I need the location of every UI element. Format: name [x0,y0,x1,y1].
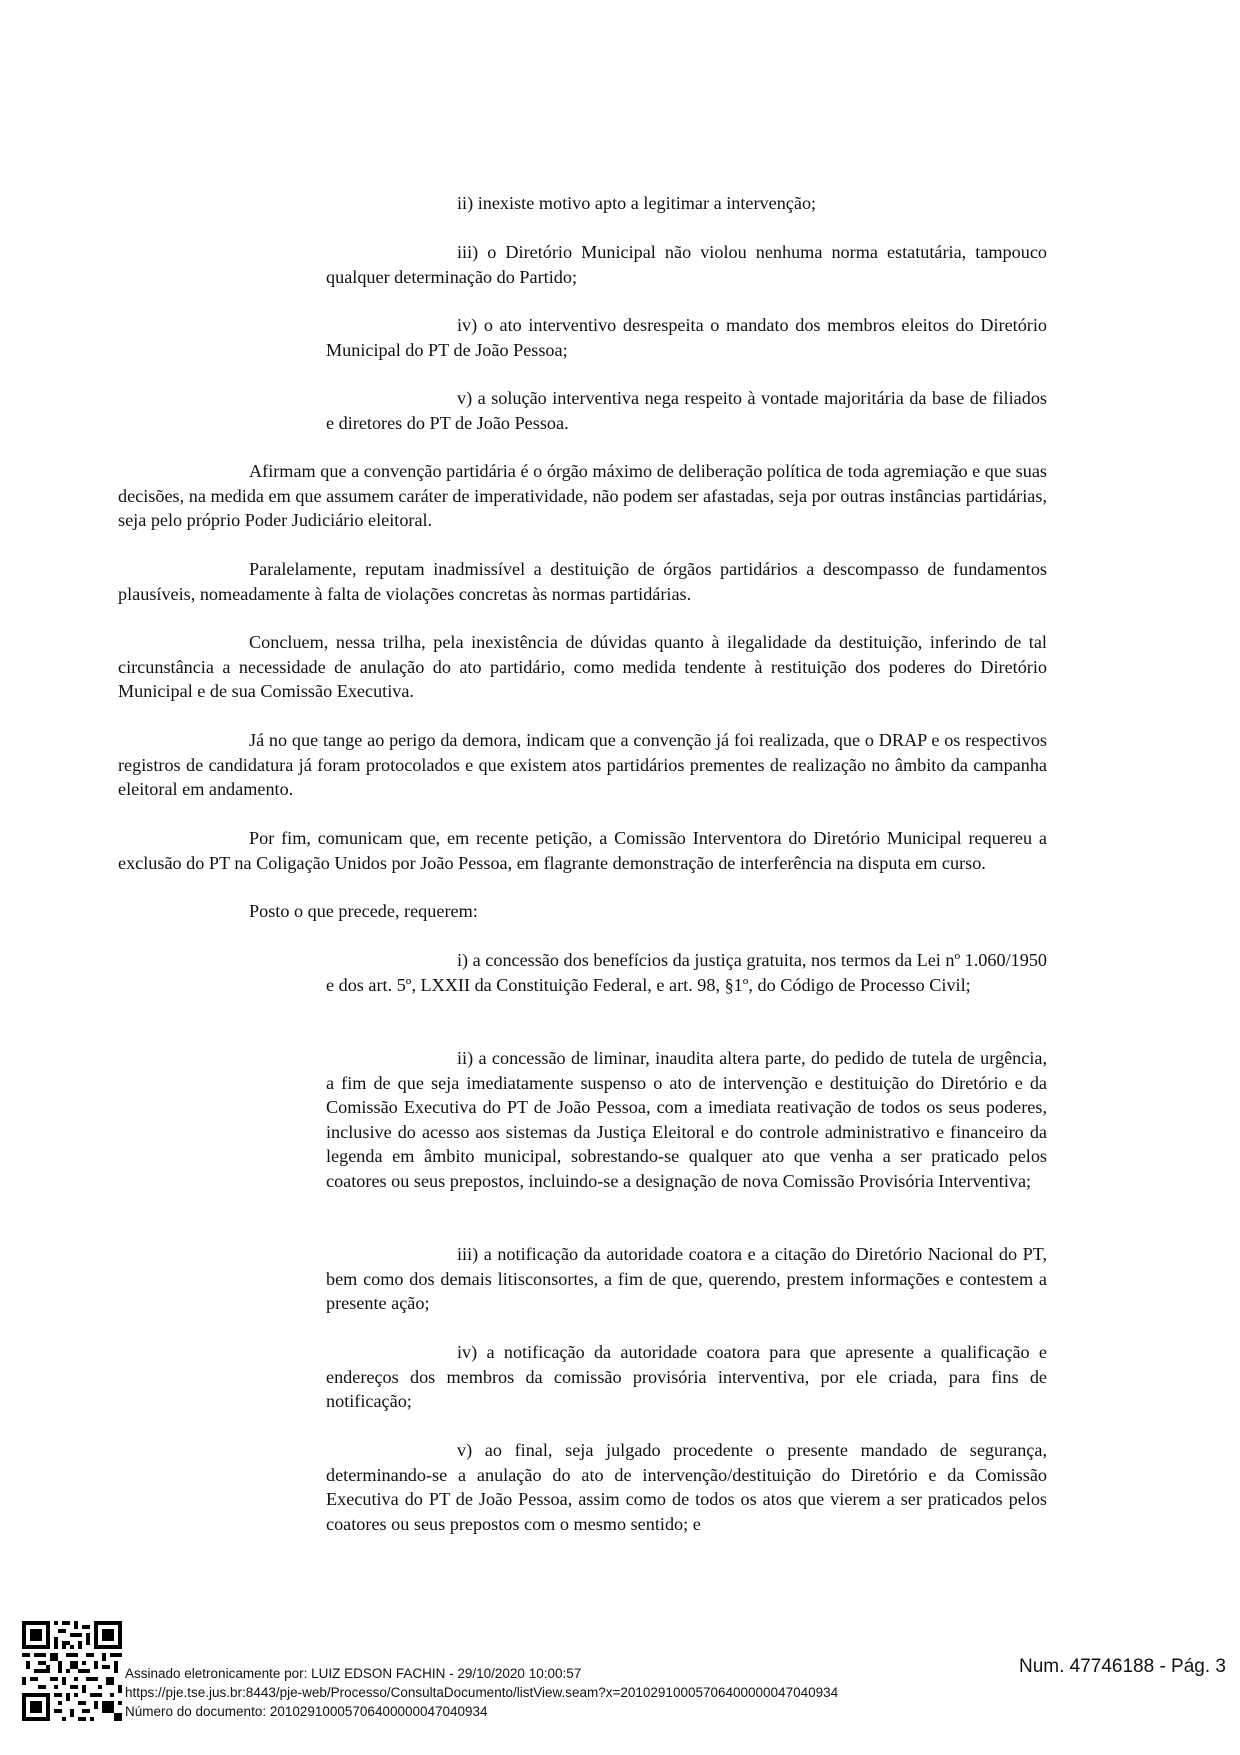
footer-signature: Assinado eletronicamente por: LUIZ EDSON FACHIN - 29/10/2020 10:00:57 [125,1666,582,1681]
request-item-v-final: v) ao final, seja julgado procedente o presente mandado de segurança, determinando-se a anulação do ato de intervenção/destituição do Diretório e da Comissão Executiva do PT de João Pessoa, assim como de todos os atos que vierem a ser praticados pelos coatores ou seus prepostos com o mesmo sentido; e [326,1440,1047,1534]
paragraph-posto: Posto o que precede, requerem: [249,901,478,921]
footer-document-number: Número do documento: 20102910005706400000047040934 [125,1704,488,1719]
paragraph-item-iii-diretorio: iii) o Diretório Municipal não violou nenhuma norma estatutária, tampouco qualquer determinação do Partido; [326,242,1047,287]
paragraph-paralelamente: Paralelamente, reputam inadmissível a destituição de órgãos partidários a descompasso de fundamentos plausíveis, nomeadamente à falta de violações concretas às normas partidárias. [118,559,1047,604]
paragraph-perigo-demora: Já no que tange ao perigo da demora, indicam que a convenção já foi realizada, que o DRAP e os respectivos registros de candidatura já foram protocolados e que existem atos partidários prementes de realização no âmbito da campanha eleitoral em andamento. [118,730,1047,799]
paragraph-por-fim: Por fim, comunicam que, em recente petição, a Comissão Interventora do Diretório Municipal requereu a exclusão do PT na Coligação Unidos por João Pessoa, em flagrante demonstração de interferência na disputa em curso. [118,828,1047,873]
request-item-iii-notificacao: iii) a notificação da autoridade coatora e a citação do Diretório Nacional do PT, bem como dos demais litisconsortes, a fim de que, querendo, prestem informações e contestem a presente ação; [326,1244,1047,1313]
request-item-iv-qualificacao: iv) a notificação da autoridade coatora para que apresente a qualificação e endereços dos membros da comissão provisória interventiva, por ele criada, para fins de notificação; [326,1342,1047,1411]
paragraph-concluem: Concluem, nessa trilha, pela inexistência de dúvidas quanto à ilegalidade da destituição, inferindo de tal circunstância a necessidade de anulação do ato partidário, como medida tendente à restituição dos poderes do Diretório Municipal e de sua Comissão Executiva. [118,632,1047,701]
paragraph-item-v-solucao: v) a solução interventiva nega respeito à vontade majoritária da base de filiados e diretores do PT de João Pessoa. [326,388,1047,433]
footer-url-link[interactable]: https://pje.tse.jus.br:8443/pje-web/Processo/ConsultaDocumento/listView.seam?x=20102910005706400000047040934 [125,1685,839,1700]
page-number: Num. 47746188 - Pág. 3 [1018,1656,1226,1677]
request-item-i-justica-gratuita: i) a concessão dos benefícios da justiça gratuita, nos termos da Lei nº 1.060/1950 e dos art. 5º, LXXII da Constituição Federal, e art. 98, §1º, do Código de Processo Civil; [326,950,1048,995]
paragraph-item-ii-motivo: ii) inexiste motivo apto a legitimar a intervenção; [457,193,817,213]
paragraph-item-iv-mandato: iv) o ato interventivo desrespeita o mandato dos membros eleitos do Diretório Municipal do PT de João Pessoa; [326,315,1047,360]
qr-code-icon [22,1621,122,1721]
paragraph-afirmam: Afirmam que a convenção partidária é o órgão máximo de deliberação política de toda agremiação e que suas decisões, na medida em que assumem caráter de imperatividade, não podem ser afastadas, seja por outras instâncias partidárias, seja pelo próprio Poder Judiciário eleitoral. [118,461,1047,530]
request-item-ii-liminar: ii) a concessão de liminar, inaudita altera parte, do pedido de tutela de urgência, a fim de que seja imediatamente suspenso o ato de intervenção e destituição do Diretório e da Comissão Executiva do PT de João Pessoa, com a imediata reativação de todos os seus poderes, inclusive do acesso aos sistemas da Justiça Eleitoral e do controle administrativo e financeiro da legenda em âmbito municipal, sobrestando-se qualquer ato que venha a ser praticado pelos coatores ou seus prepostos, incluindo-se a designação de nova Comissão Provisória Interventiva; [326,1048,1047,1191]
